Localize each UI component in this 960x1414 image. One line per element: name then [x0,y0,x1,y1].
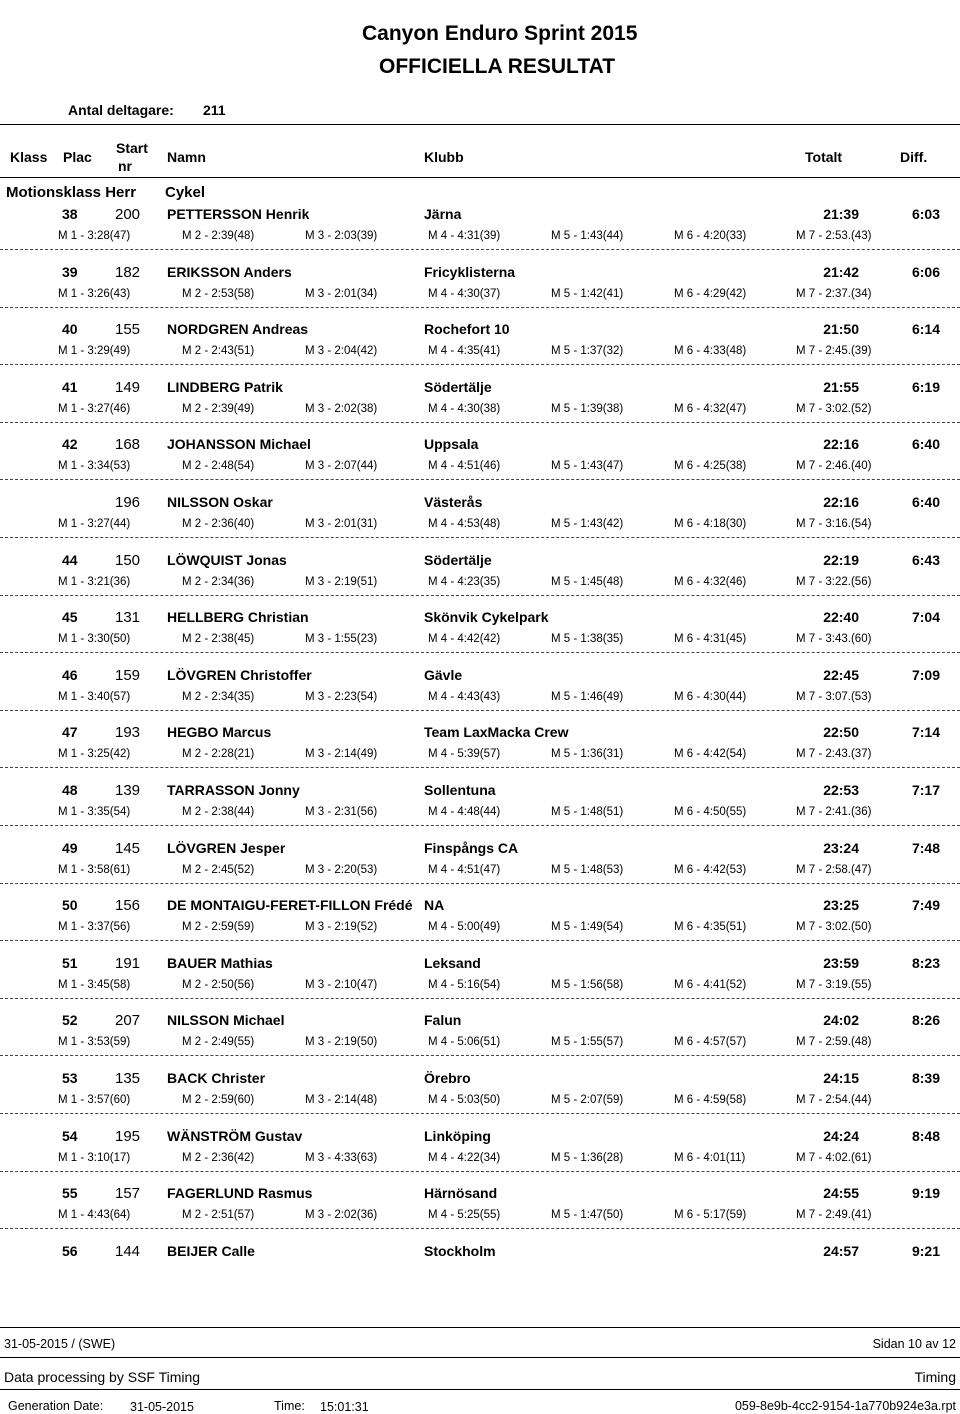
result-start-nr: 145 [115,840,141,857]
result-split: M 7 - 2:46.(40) [796,460,872,472]
col-diff: Diff. [900,149,928,165]
result-club: Södertälje [424,552,492,568]
result-split: M 4 - 4:51(46) [428,460,501,472]
result-name: LINDBERG Patrik [167,379,283,395]
result-split: M 1 - 3:28(47) [58,230,131,242]
result-split: M 5 - 1:48(51) [551,806,624,818]
result-total: 24:02 [823,1012,859,1028]
result-name: BEIJER Calle [167,1243,255,1259]
result-split: M 7 - 3:02.(50) [796,921,872,933]
class-name: Motionsklass Herr [6,184,137,201]
result-split: M 1 - 3:45(58) [58,979,131,991]
result-split: M 3 - 2:31(56) [305,806,378,818]
result-split: M 2 - 2:34(36) [182,576,255,588]
result-split: M 2 - 2:43(51) [182,345,255,357]
result-split: M 1 - 3:21(36) [58,576,131,588]
footer-divider [0,1327,960,1328]
row-separator [0,249,960,250]
result-total: 24:57 [823,1243,859,1259]
result-diff: 7:14 [911,724,940,740]
result-name: BACK Christer [167,1070,266,1086]
result-split: M 4 - 4:51(47) [428,864,501,876]
result-split: M 4 - 4:22(34) [428,1152,501,1164]
result-total: 22:50 [823,724,859,740]
result-split: M 3 - 2:14(48) [305,1094,378,1106]
result-split: M 6 - 4:31(45) [674,633,747,645]
result-split: M 6 - 4:50(55) [674,806,747,818]
result-split: M 6 - 4:18(30) [674,518,747,530]
result-plac: 52 [62,1012,78,1028]
result-split: M 7 - 3:43.(60) [796,633,872,645]
result-split: M 1 - 3:34(53) [58,460,131,472]
result-start-nr: 193 [115,724,141,741]
result-club: Stockholm [424,1243,496,1259]
result-name: JOHANSSON Michael [167,436,311,452]
footer-processing: Data processing by SSF Timing [4,1369,201,1385]
result-split: M 2 - 2:53(58) [182,288,255,300]
result-split: M 5 - 1:48(53) [551,864,624,876]
result-split: M 7 - 3:02.(52) [796,403,872,415]
result-split: M 2 - 2:48(54) [182,460,255,472]
result-start-nr: 131 [115,609,141,626]
result-split: M 1 - 3:40(57) [58,691,131,703]
col-start-line1: Start [116,140,148,156]
result-club: Fricyklisterna [424,264,516,280]
result-plac: 46 [62,667,78,683]
result-split: M 6 - 4:33(48) [674,345,747,357]
result-split: M 3 - 2:19(50) [305,1036,378,1048]
result-plac: 44 [62,552,78,568]
row-separator [0,710,960,711]
result-start-nr: 150 [115,552,141,569]
result-split: M 5 - 1:49(54) [551,921,624,933]
row-separator [0,595,960,596]
result-diff: 7:09 [911,667,940,683]
result-split: M 1 - 3:37(56) [58,921,131,933]
result-club: Falun [424,1012,462,1028]
result-split: M 2 - 2:39(49) [182,403,255,415]
result-split: M 6 - 4:32(46) [674,576,747,588]
result-total: 22:16 [823,494,859,510]
footer-gen-date: 31-05-2015 [130,1400,194,1414]
result-name: PETTERSSON Henrik [167,206,310,222]
result-split: M 7 - 2:53.(43) [796,230,872,242]
result-total: 24:24 [823,1128,859,1144]
result-split: M 6 - 4:42(53) [674,864,747,876]
result-split: M 3 - 4:33(63) [305,1152,378,1164]
result-split: M 3 - 2:19(52) [305,921,378,933]
result-start-nr: 139 [115,782,141,799]
result-total: 23:24 [823,840,859,856]
report-subtitle: OFFICIELLA RESULTAT [379,55,616,78]
result-diff: 6:40 [911,436,940,452]
row-separator [0,1228,960,1229]
col-klubb: Klubb [424,149,464,165]
result-start-nr: 195 [115,1128,141,1145]
result-total: 21:50 [823,321,859,337]
result-plac: 41 [62,379,78,395]
result-diff: 6:40 [911,494,940,510]
result-split: M 6 - 4:20(33) [674,230,747,242]
result-split: M 7 - 3:07.(53) [796,691,872,703]
result-split: M 4 - 4:48(44) [428,806,501,818]
result-diff: 8:26 [911,1012,940,1028]
result-split: M 5 - 1:42(41) [551,288,624,300]
result-split: M 6 - 4:42(54) [674,748,747,760]
result-split: M 5 - 1:39(38) [551,403,624,415]
result-club: Uppsala [424,436,479,452]
result-club: Sollentuna [424,782,496,798]
result-club: Team LaxMacka Crew [424,724,569,740]
result-split: M 4 - 4:53(48) [428,518,501,530]
result-split: M 6 - 4:35(51) [674,921,747,933]
result-split: M 7 - 2:41.(36) [796,806,872,818]
footer-gen-label: Generation Date: [8,1399,104,1413]
result-plac: 48 [62,782,78,798]
row-separator [0,1171,960,1172]
result-plac: 50 [62,897,78,913]
participants-count: 211 [203,102,226,118]
result-name: HEGBO Marcus [167,724,272,740]
result-split: M 5 - 1:36(28) [551,1152,624,1164]
result-club: Södertälje [424,379,492,395]
col-start-line2: nr [118,158,132,174]
result-split: M 3 - 2:01(34) [305,288,378,300]
result-start-nr: 196 [115,494,141,511]
result-split: M 6 - 4:41(52) [674,979,747,991]
row-separator [0,479,960,480]
result-club: Järna [424,206,462,222]
result-name: BAUER Mathias [167,955,273,971]
result-split: M 5 - 1:36(31) [551,748,624,760]
result-split: M 1 - 3:27(46) [58,403,131,415]
col-totalt: Totalt [805,149,843,165]
result-split: M 3 - 2:07(44) [305,460,378,472]
result-total: 23:25 [823,897,859,913]
result-name: NILSSON Michael [167,1012,285,1028]
result-split: M 6 - 4:57(57) [674,1036,747,1048]
result-split: M 7 - 4:02.(61) [796,1152,872,1164]
footer-page: Sidan 10 av 12 [872,1337,956,1351]
result-split: M 2 - 2:28(21) [182,748,255,760]
result-name: ERIKSSON Anders [167,264,292,280]
result-plac: 54 [62,1128,78,1144]
result-split: M 5 - 1:43(47) [551,460,624,472]
result-split: M 4 - 5:00(49) [428,921,501,933]
row-separator [0,1055,960,1056]
result-split: M 2 - 2:34(35) [182,691,255,703]
result-name: TARRASSON Jonny [167,782,300,798]
header-divider [0,124,960,125]
result-total: 22:53 [823,782,859,798]
result-split: M 4 - 4:30(38) [428,403,501,415]
result-split: M 1 - 3:30(50) [58,633,131,645]
result-plac: 38 [62,206,78,222]
result-total: 24:15 [823,1070,859,1086]
result-split: M 7 - 3:22.(56) [796,576,872,588]
footer-divider-2 [0,1357,960,1358]
col-plac: Plac [63,149,92,165]
result-total: 21:39 [823,206,859,222]
result-split: M 7 - 3:19.(55) [796,979,872,991]
result-split: M 5 - 2:07(59) [551,1094,624,1106]
result-diff: 7:04 [911,609,940,625]
result-plac: 51 [62,955,78,971]
result-name: LÖWQUIST Jonas [167,552,287,568]
result-split: M 1 - 3:53(59) [58,1036,131,1048]
result-plac: 56 [62,1243,78,1259]
result-split: M 4 - 5:39(57) [428,748,501,760]
result-split: M 7 - 2:49.(41) [796,1209,872,1221]
footer-file: 059-8e9b-4cc2-9154-1a770b924e3a.rpt [734,1399,956,1413]
result-diff: 8:39 [911,1070,940,1086]
result-diff: 8:48 [911,1128,940,1144]
result-split: M 1 - 3:27(44) [58,518,131,530]
result-club: Skönvik Cykelpark [424,609,549,625]
result-club: Finspångs CA [424,840,519,856]
result-split: M 2 - 2:59(59) [182,921,255,933]
result-name: LÖVGREN Christoffer [167,667,312,683]
result-club: Gävle [424,667,463,683]
result-split: M 2 - 2:49(55) [182,1036,255,1048]
result-plac: 47 [62,724,78,740]
result-split: M 3 - 2:02(36) [305,1209,378,1221]
result-name: WÄNSTRÖM Gustav [167,1128,303,1144]
footer-time: 15:01:31 [320,1400,369,1414]
result-split: M 2 - 2:51(57) [182,1209,255,1221]
result-diff: 6:06 [911,264,940,280]
result-split: M 1 - 3:25(42) [58,748,131,760]
result-split: M 4 - 5:06(51) [428,1036,501,1048]
result-split: M 6 - 5:17(59) [674,1209,747,1221]
result-plac: 49 [62,840,78,856]
result-diff: 8:23 [911,955,940,971]
result-plac: 45 [62,609,78,625]
result-split: M 2 - 2:38(44) [182,806,255,818]
result-split: M 4 - 5:03(50) [428,1094,501,1106]
result-split: M 3 - 2:14(49) [305,748,378,760]
result-split: M 5 - 1:47(50) [551,1209,624,1221]
result-split: M 3 - 2:19(51) [305,576,378,588]
column-divider [0,177,960,178]
result-split: M 5 - 1:46(49) [551,691,624,703]
result-start-nr: 155 [115,321,141,338]
result-total: 21:55 [823,379,859,395]
result-diff: 6:19 [911,379,940,395]
row-separator [0,307,960,308]
col-namn: Namn [167,149,206,165]
result-split: M 1 - 3:35(54) [58,806,131,818]
row-separator [0,940,960,941]
result-split: M 7 - 2:45.(39) [796,345,872,357]
result-split: M 2 - 2:45(52) [182,864,255,876]
result-name: NILSSON Oskar [167,494,273,510]
result-split: M 4 - 4:42(42) [428,633,501,645]
result-name: FAGERLUND Rasmus [167,1185,313,1201]
result-split: M 3 - 2:20(53) [305,864,378,876]
result-split: M 1 - 3:58(61) [58,864,131,876]
footer-date: 31-05-2015 / (SWE) [4,1337,116,1351]
result-split: M 6 - 4:59(58) [674,1094,747,1106]
row-separator [0,998,960,999]
result-split: M 1 - 3:29(49) [58,345,131,357]
result-diff: 7:48 [911,840,940,856]
row-separator [0,825,960,826]
row-separator [0,364,960,365]
result-start-nr: 200 [115,206,141,223]
result-split: M 4 - 5:25(55) [428,1209,501,1221]
result-diff: 7:17 [911,782,940,798]
result-total: 22:45 [823,667,859,683]
result-split: M 2 - 2:36(40) [182,518,255,530]
result-split: M 3 - 1:55(23) [305,633,378,645]
result-split: M 4 - 4:31(39) [428,230,501,242]
result-split: M 3 - 2:03(39) [305,230,378,242]
result-split: M 3 - 2:04(42) [305,345,378,357]
col-klass: Klass [10,149,48,165]
result-split: M 5 - 1:45(48) [551,576,624,588]
result-club: Linköping [424,1128,491,1144]
result-start-nr: 191 [115,955,141,972]
result-name: HELLBERG Christian [167,609,309,625]
result-start-nr: 144 [115,1243,141,1260]
result-split: M 5 - 1:55(57) [551,1036,624,1048]
result-split: M 4 - 4:43(43) [428,691,501,703]
result-diff: 9:19 [911,1185,940,1201]
result-total: 24:55 [823,1185,859,1201]
result-split: M 7 - 2:59.(48) [796,1036,872,1048]
result-total: 23:59 [823,955,859,971]
result-split: M 6 - 4:01(11) [674,1152,746,1164]
result-total: 22:40 [823,609,859,625]
result-split: M 4 - 4:30(37) [428,288,501,300]
result-plac: 39 [62,264,78,280]
result-split: M 7 - 2:37.(34) [796,288,872,300]
result-split: M 1 - 4:43(64) [58,1209,131,1221]
result-start-nr: 157 [115,1185,141,1202]
class-sub: Cykel [165,184,206,201]
result-name: DE MONTAIGU-FERET-FILLON Frédé [167,897,413,913]
result-split: M 5 - 1:37(32) [551,345,624,357]
result-split: M 2 - 2:39(48) [182,230,255,242]
result-split: M 6 - 4:29(42) [674,288,747,300]
result-plac: 55 [62,1185,78,1201]
result-diff: 6:14 [911,321,940,337]
footer-timing: Timing [914,1369,956,1385]
result-split: M 6 - 4:25(38) [674,460,747,472]
result-split: M 3 - 2:02(38) [305,403,378,415]
row-separator [0,767,960,768]
report-title: Canyon Enduro Sprint 2015 [362,22,638,45]
result-club: NA [424,897,445,913]
result-start-nr: 207 [115,1012,141,1029]
result-split: M 1 - 3:26(43) [58,288,131,300]
result-diff: 7:49 [911,897,940,913]
result-club: Örebro [424,1070,471,1086]
result-split: M 7 - 3:16.(54) [796,518,872,530]
result-split: M 3 - 2:01(31) [305,518,378,530]
result-split: M 2 - 2:50(56) [182,979,255,991]
result-split: M 7 - 2:43.(37) [796,748,872,760]
result-start-nr: 168 [115,436,141,453]
row-separator [0,422,960,423]
result-split: M 5 - 1:43(42) [551,518,624,530]
result-split: M 3 - 2:23(54) [305,691,378,703]
result-start-nr: 182 [115,264,141,281]
result-start-nr: 159 [115,667,141,684]
result-split: M 2 - 2:59(60) [182,1094,255,1106]
result-split: M 6 - 4:30(44) [674,691,747,703]
row-separator [0,1113,960,1114]
result-split: M 1 - 3:57(60) [58,1094,131,1106]
result-split: M 4 - 4:23(35) [428,576,501,588]
result-diff: 6:03 [911,206,940,222]
result-club: Rochefort 10 [424,321,510,337]
result-split: M 5 - 1:56(58) [551,979,624,991]
result-plac: 42 [62,436,78,452]
result-start-nr: 156 [115,897,141,914]
row-separator [0,883,960,884]
result-diff: 9:21 [911,1243,940,1259]
result-total: 21:42 [823,264,859,280]
result-diff: 6:43 [911,552,940,568]
result-club: Västerås [424,494,483,510]
result-split: M 4 - 4:35(41) [428,345,501,357]
result-split: M 3 - 2:10(47) [305,979,378,991]
footer-time-label: Time: [274,1399,305,1413]
result-plac: 40 [62,321,78,337]
participants-label: Antal deltagare: [68,102,174,118]
result-start-nr: 149 [115,379,141,396]
result-total: 22:19 [823,552,859,568]
result-split: M 5 - 1:43(44) [551,230,624,242]
result-name: LÖVGREN Jesper [167,840,286,856]
result-split: M 2 - 2:38(45) [182,633,255,645]
result-plac: 53 [62,1070,78,1086]
result-split: M 5 - 1:38(35) [551,633,624,645]
result-split: M 2 - 2:36(42) [182,1152,255,1164]
result-club: Härnösand [424,1185,498,1201]
row-separator [0,537,960,538]
result-start-nr: 135 [115,1070,141,1087]
footer-divider-3 [0,1389,960,1390]
result-name: NORDGREN Andreas [167,321,309,337]
result-split: M 4 - 5:16(54) [428,979,501,991]
result-split: M 6 - 4:32(47) [674,403,747,415]
result-total: 22:16 [823,436,859,452]
result-club: Leksand [424,955,481,971]
result-split: M 7 - 2:54.(44) [796,1094,872,1106]
result-split: M 7 - 2:58.(47) [796,864,872,876]
result-split: M 1 - 3:10(17) [58,1152,131,1164]
row-separator [0,652,960,653]
